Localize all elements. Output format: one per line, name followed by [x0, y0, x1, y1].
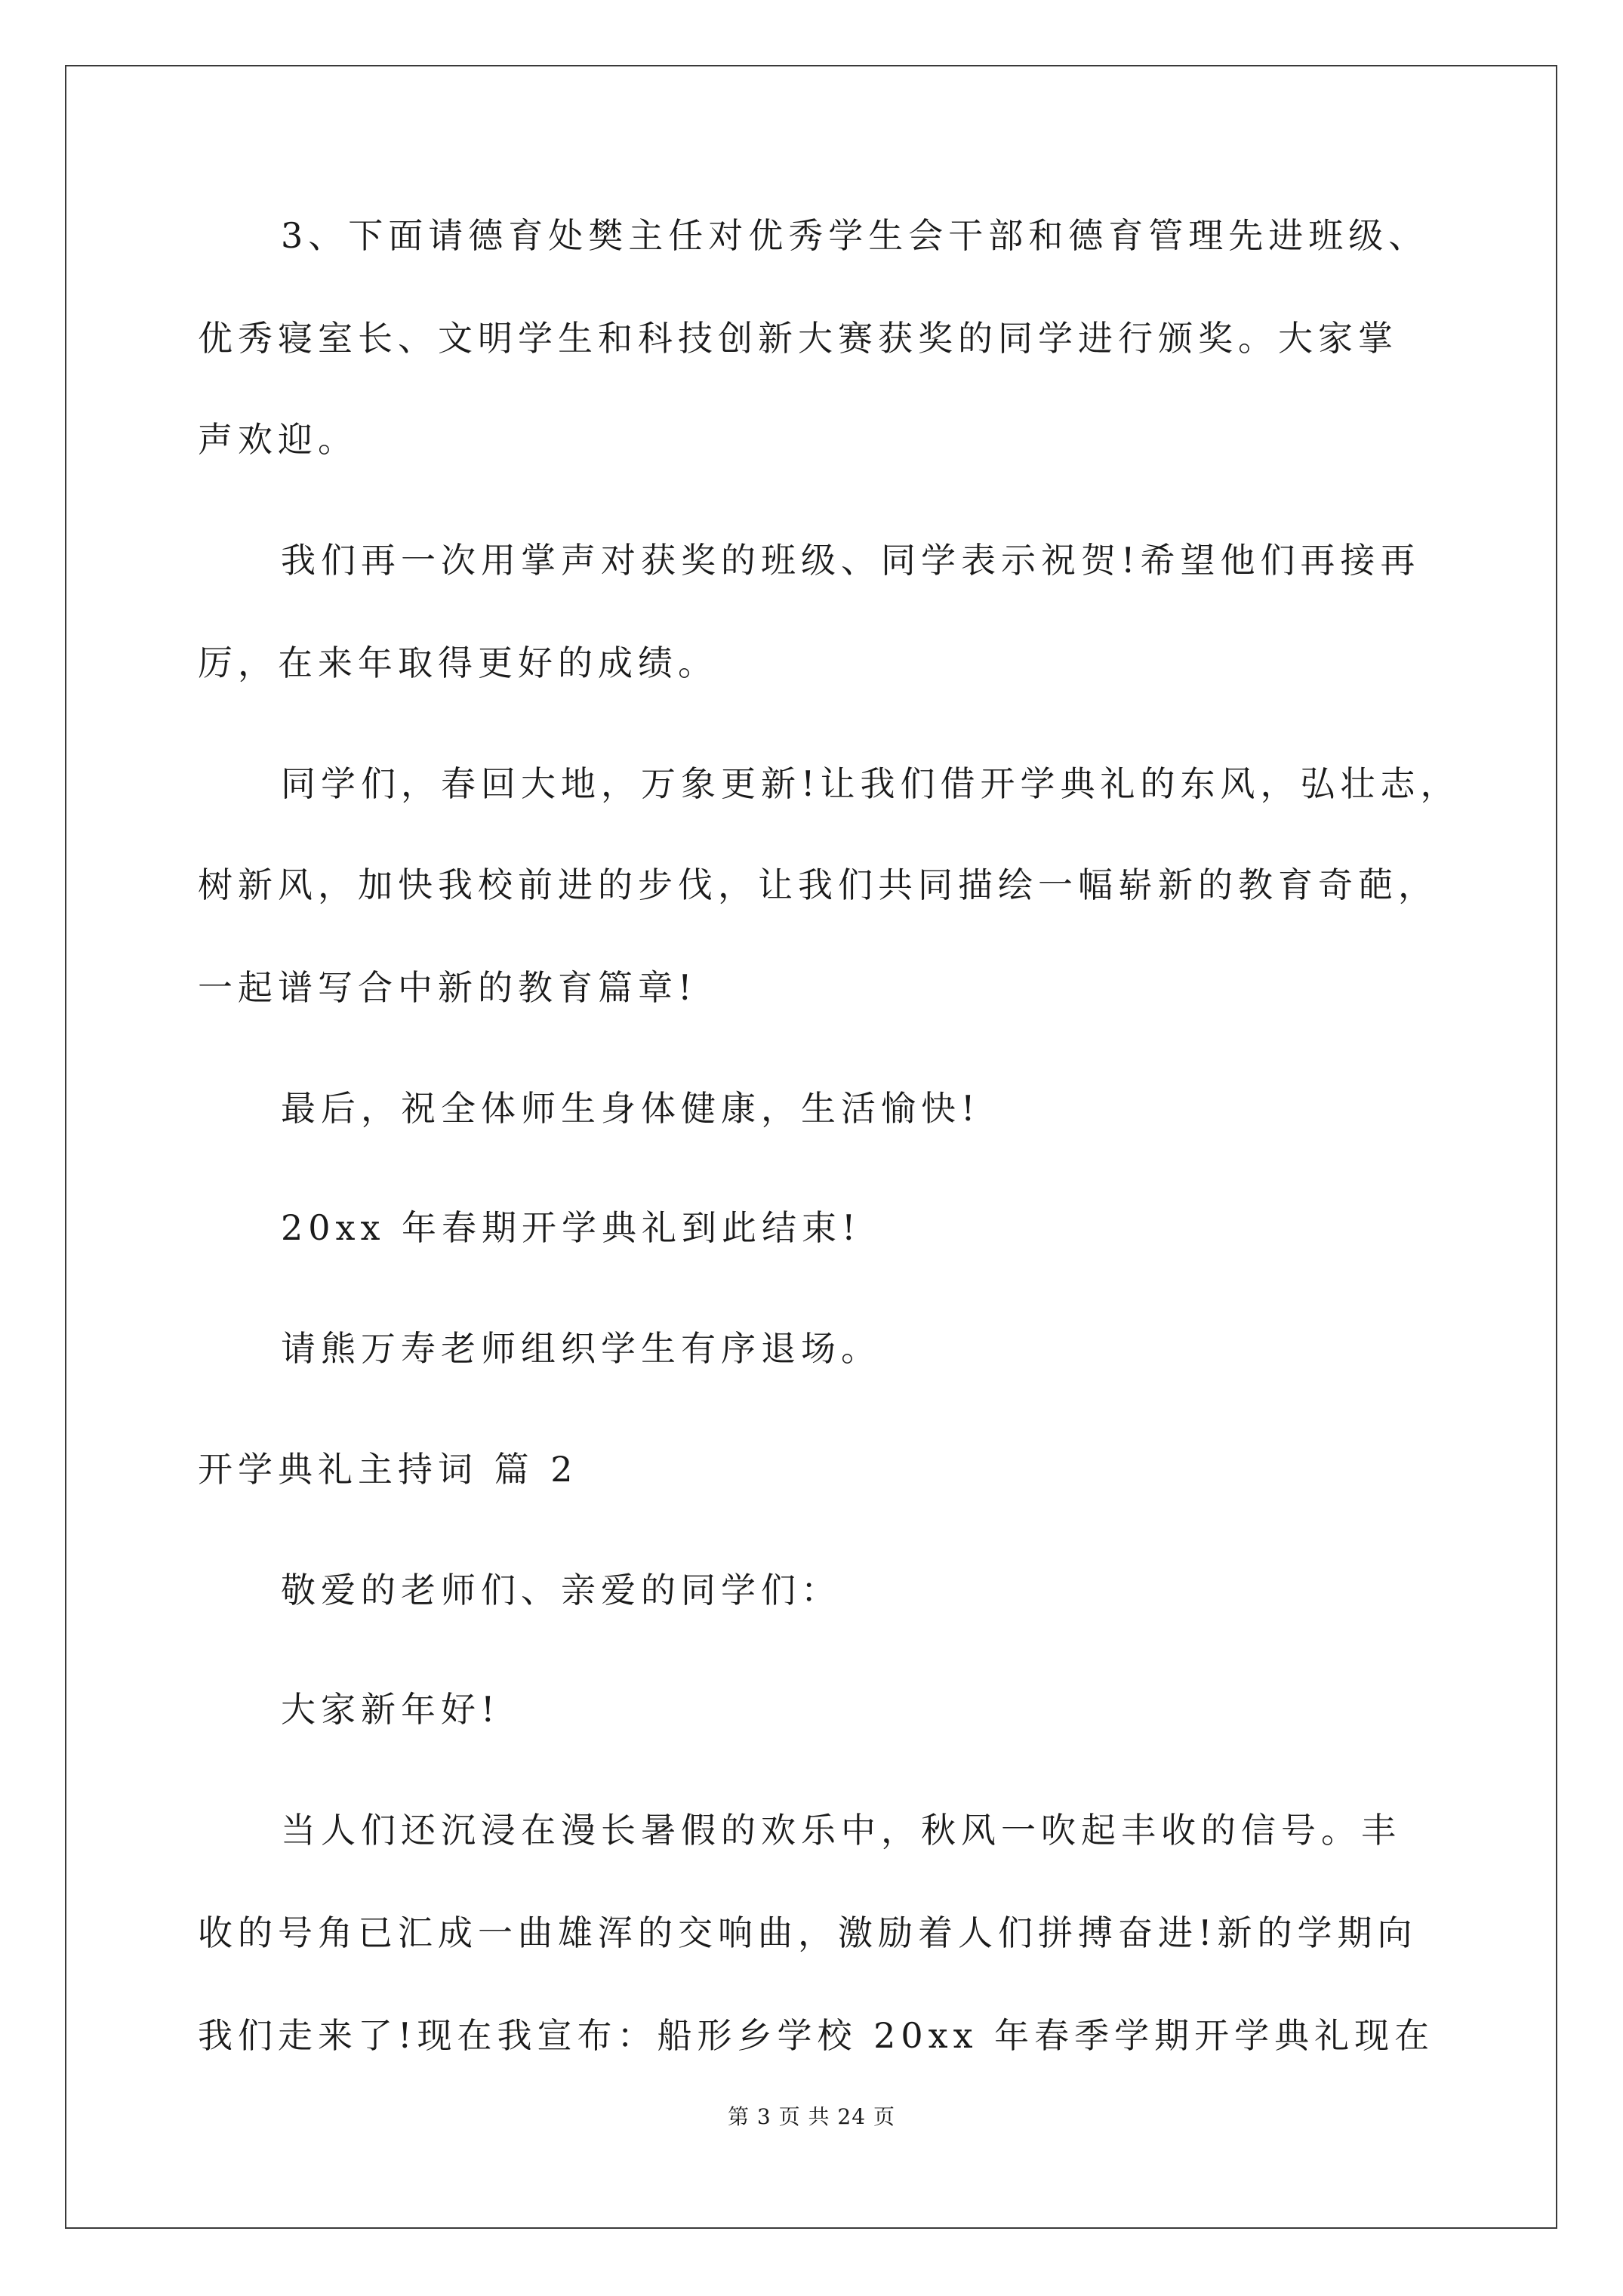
paragraph-line: 20xx 年春期开学典礼到此结束!: [281, 1207, 861, 1248]
paragraph-line: 树新风，加快我校前进的步伐，让我们共同描绘一幅崭新的教育奇葩，: [198, 864, 1438, 905]
paragraph-line: 请熊万寿老师组织学生有序退场。: [281, 1328, 881, 1369]
paragraph-line: 敬爱的老师们、亲爱的同学们：: [281, 1570, 841, 1610]
paragraph-line: 一起谱写合中新的教育篇章!: [198, 967, 698, 1008]
paragraph-line: 收的号角已汇成一曲雄浑的交响曲，激励着人们拼搏奋进!新的学期向: [198, 1912, 1418, 1953]
paragraph-line: 当人们还沉浸在漫长暑假的欢乐中，秋风一吹起丰收的信号。丰: [281, 1810, 1401, 1851]
paragraph-line: 我们走来了!现在我宣布：船形乡学校 20xx 年春季学期开学典礼现在: [198, 2015, 1435, 2056]
paragraph-line: 大家新年好!: [281, 1689, 500, 1730]
page-footer: 第 3 页 共 24 页: [728, 2104, 895, 2129]
paragraph-line: 我们再一次用掌声对获奖的班级、同学表示祝贺!希望他们再接再: [281, 540, 1421, 581]
paragraph-line: 3、下面请德育处樊主任对优秀学生会干部和德育管理先进班级、: [281, 215, 1429, 256]
page-border: [65, 65, 1557, 2229]
paragraph-line: 声欢迎。: [198, 419, 358, 460]
paragraph-line: 优秀寝室长、文明学生和科技创新大赛获奖的同学进行颁奖。大家掌: [198, 318, 1398, 359]
paragraph-line: 最后，祝全体师生身体健康，生活愉快!: [281, 1088, 981, 1129]
paragraph-line: 厉，在来年取得更好的成绩。: [198, 643, 718, 683]
paragraph-line: 同学们，春回大地，万象更新!让我们借开学典礼的东风，弘壮志，: [281, 763, 1461, 804]
section-heading: 开学典礼主持词 篇 2: [198, 1449, 578, 1490]
